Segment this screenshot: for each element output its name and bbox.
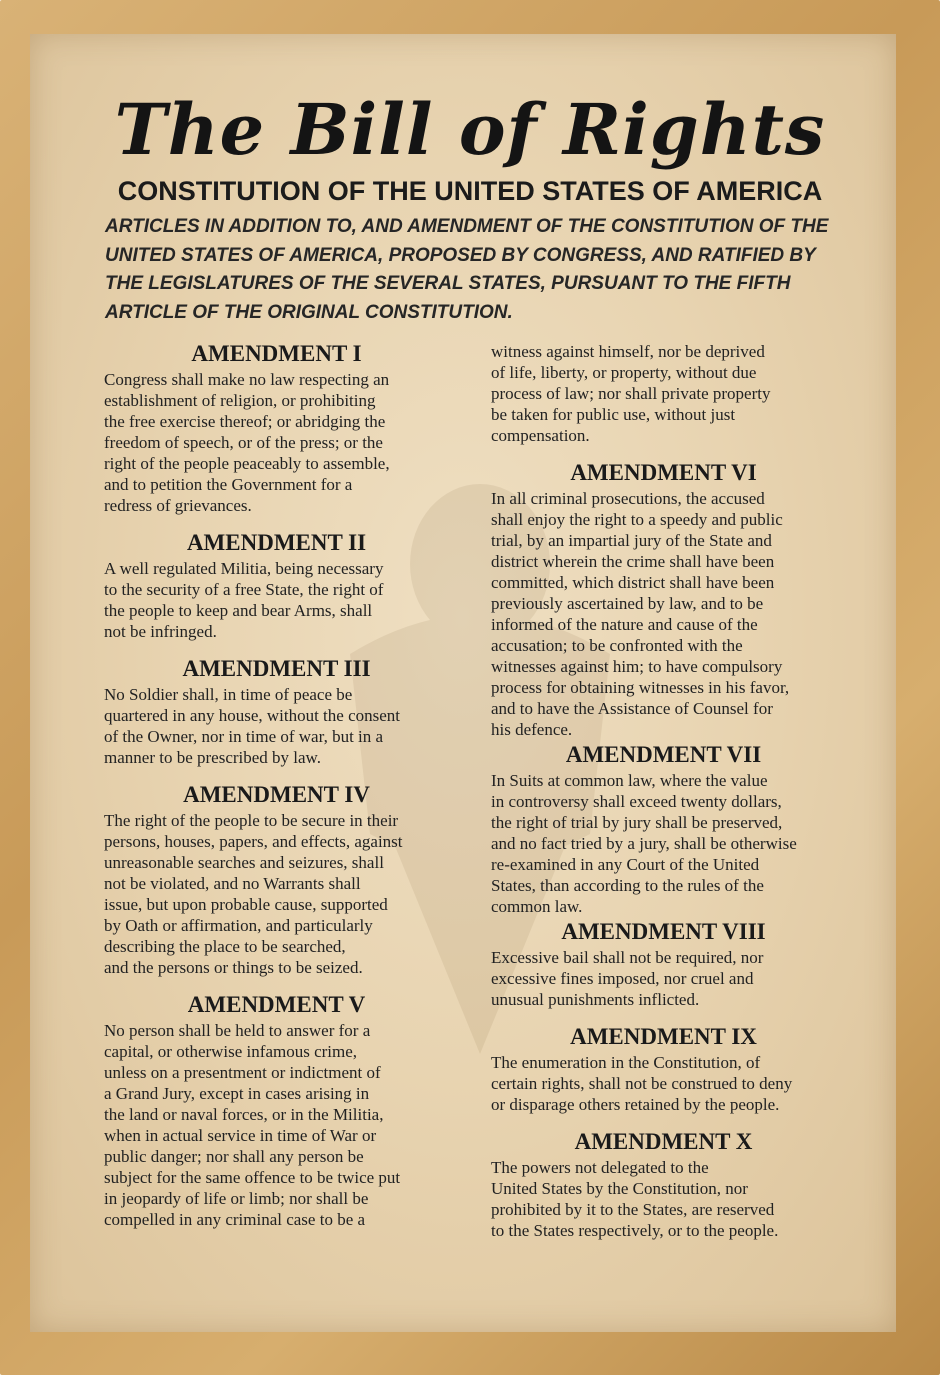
amendment-heading: AMENDMENT VIII xyxy=(561,919,766,944)
right-column xyxy=(491,341,836,1241)
amendment-text: The right of the people to be secure in their persons, houses, papers, and effects, against unreasonable searches and seizures, shall not be violated, and no Warrants shall issue, but upon probable cause, supported by Oath or affirmation, and particularly describing the place to be searched, and the persons or things to be seized. xyxy=(104,811,403,977)
amendment-text: The enumeration in the Constitution, of certain rights, shall not be construed to deny or disparage others retained by the people. xyxy=(491,1053,793,1114)
amendment-text: In all criminal prosecutions, the accused shall enjoy the right to a speedy and public trial, by an impartial jury of the State and district wherein the crime shall have been committed, which district shall have been previously ascertained by law, and to be informed of the nature and cause of the accusation; to be confronted with the witnesses against him; to have compulsory process for obtaining witnesses in his favor, and to have the Assistance of Counsel for his defence. xyxy=(491,489,790,739)
amendment-heading: AMENDMENT II xyxy=(186,530,367,555)
amendment-text: No person shall be held to answer for a capital, or otherwise infamous crime, unless on a presentment or indictment of a Grand Jury, except in cases arising in the land or naval forces, or in the Militia, when in actual service in time of War or public danger; nor shall any person be subject for the same offence to be twice put in jeopardy of life or limb; nor shall be compelled in any criminal case to be a xyxy=(104,1021,401,1229)
amendment-text: In Suits at common law, where the value in controversy shall exceed twenty dollars, the right of trial by jury shall be preserved, and no fact tried by a jury, shall be otherwise re-examined in any Court of the United States, than according to the rules of the common law. xyxy=(491,771,797,916)
amendment-heading: AMENDMENT VII xyxy=(565,742,762,767)
amendment-text: A well regulated Militia, being necessary to the security of a free State, the right of the people to keep and bear Arms, shall not be infringed. xyxy=(104,559,384,641)
amendment-heading: AMENDMENT IV xyxy=(183,782,370,807)
amendment-heading: AMENDMENT III xyxy=(182,656,371,681)
preamble: ARTICLES IN ADDITION TO, AND AMENDMENT OF THE CONSTITUTION OF THE UNITED STATES OF AMERICA, PROPOSED BY CONGRESS, AND RATIFIED BY THE LEGISLATURES OF THE SEVERAL STATES, PURSUANT TO THE FIFTH ARTICLE OF THE ORIGINAL CONSTITUTION. xyxy=(105,216,829,323)
amendment-6 xyxy=(491,458,836,740)
amendment-text: Excessive bail shall not be required, nor excessive fines imposed, nor cruel and unusual punishments inflicted. xyxy=(491,948,764,1009)
amendment-heading: AMENDMENT X xyxy=(574,1129,753,1154)
amendment-1 xyxy=(104,339,449,516)
amendment-2 xyxy=(104,528,449,642)
amendment-heading: AMENDMENT VI xyxy=(570,460,757,485)
amendment-heading: AMENDMENT I xyxy=(191,341,362,366)
amendment-text: Congress shall make no law respecting an establishment of religion, or prohibiting the free exercise thereof; or abridging the freedom of speech, or of the press; or the right of the people peaceably to assemble, and to petition the Government for a redress of grievances. xyxy=(104,370,390,515)
amendment-heading: AMENDMENT V xyxy=(187,992,366,1017)
amendment-heading: AMENDMENT IX xyxy=(570,1024,757,1049)
amendment-text: The powers not delegated to the United States by the Constitution, nor prohibited by it to the States, are reserved to the States respectively, or to the people. xyxy=(491,1158,779,1240)
amendment-7 xyxy=(491,740,836,917)
amendment-5-continuation: witness against himself, nor be deprived of life, liberty, or property, without due process of law; nor shall private property be taken for public use, without just compensation. xyxy=(491,342,771,445)
amendment-3 xyxy=(104,654,449,768)
left-column xyxy=(104,339,449,1230)
amendment-4 xyxy=(104,780,449,978)
amendment-text: No Soldier shall, in time of peace be quartered in any house, without the consent of the Owner, nor in time of war, but in a manner to be prescribed by law. xyxy=(104,685,401,767)
document-subtitle: CONSTITUTION OF THE UNITED STATES OF AMERICA xyxy=(117,176,823,206)
amendment-9 xyxy=(491,1022,836,1115)
amendment-10 xyxy=(491,1127,836,1241)
amendment-5 xyxy=(104,990,449,1230)
document-title: The Bill of Rights xyxy=(114,88,826,171)
amendment-8 xyxy=(491,917,836,1010)
